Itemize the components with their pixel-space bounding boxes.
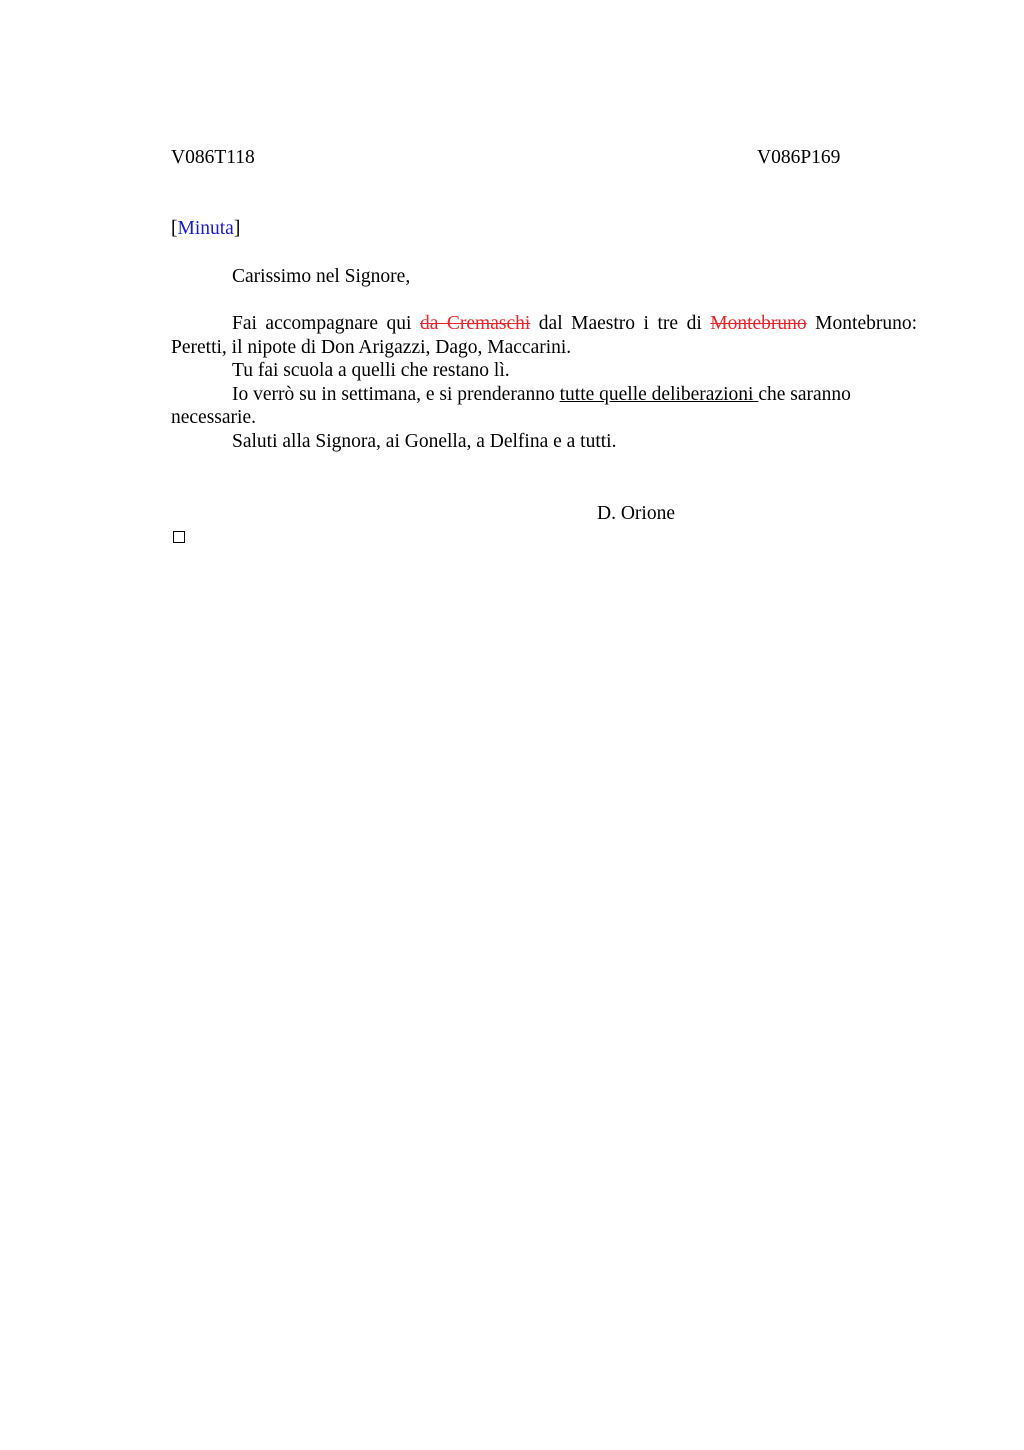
document-code-right: V086P169 (757, 147, 841, 168)
paragraph-4: Saluti alla Signora, ai Gonella, a Delfina e a tutti. (232, 430, 617, 452)
paragraph-1-line-1 (171, 312, 917, 336)
paragraph-3-line-2: necessarie. (171, 407, 256, 428)
salutation: Carissimo nel Signore, (232, 266, 411, 287)
minuta-text: Minuta (177, 218, 234, 239)
minuta-label (171, 217, 240, 241)
paragraph-3-line-1 (171, 383, 917, 407)
paragraph-3-text-b: che saranno (758, 383, 851, 405)
checkbox-square-icon (173, 531, 185, 543)
document-code-left: V086T118 (171, 147, 255, 168)
minuta-open-bracket: [ (171, 218, 178, 239)
signature: D. Orione (597, 503, 675, 524)
paragraph-1-text-b: dal Maestro i tre di (530, 313, 711, 334)
paragraph-1-line-2: Peretti, il nipote di Don Arigazzi, Dago, Maccarini. (171, 336, 572, 358)
paragraph-1-text-c: Montebruno: (806, 313, 918, 334)
deleted-text-cremaschi: da Cremaschi (419, 313, 531, 334)
paragraph-1-text-a: Fai accompagnare qui (232, 313, 420, 334)
underlined-text: tutte quelle deliberazioni (559, 383, 759, 405)
minuta-close-bracket: ] (233, 218, 241, 239)
deleted-text-montebruno: Montebruno (710, 313, 807, 334)
letter-body (171, 312, 917, 453)
paragraph-3-text-a: Io verrò su in settimana, e si prenderanno (232, 383, 560, 405)
paragraph-2: Tu fai scuola a quelli che restano lì. (232, 360, 510, 381)
